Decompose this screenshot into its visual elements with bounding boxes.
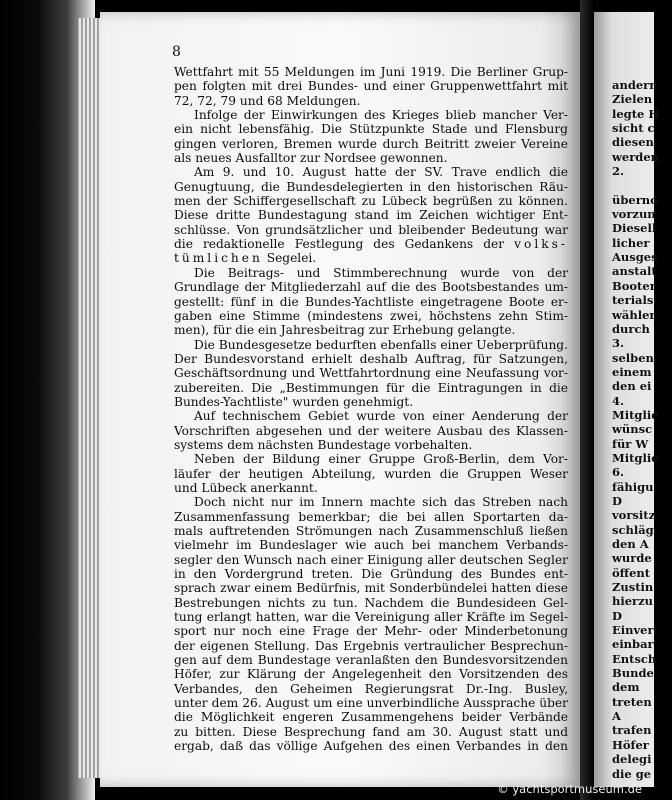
- text-line: Am 9. und 10. August hatte der SV. Trave endlich die: [194, 165, 568, 180]
- next-page-line: vorzun: [612, 207, 656, 222]
- text-line: als neues Ausfalltor zur Nordsee gewonnen.: [174, 151, 448, 166]
- next-page-line: Mitglie: [612, 407, 659, 422]
- text-line: Doch nicht nur im Innern machte sich das Streben nach: [194, 495, 568, 510]
- next-page-line: anstalt: [612, 264, 657, 279]
- text-line: pen folgten mit drei Bundes- und einer Gruppenwettfahrt mit: [174, 79, 568, 94]
- text-line: Neben der Bildung einer Gruppe Groß-Berlin, dem Vor-: [194, 452, 568, 467]
- next-page-line: sicht c: [612, 121, 655, 136]
- book-gutter: [580, 0, 594, 800]
- text-line: mals auftretenden Strömungen nach Zusammenschluß ließen: [174, 524, 568, 538]
- next-page-line: schläg: [612, 522, 654, 537]
- next-page-line: durch: [612, 321, 650, 336]
- next-page-line: Zielen: [612, 92, 653, 107]
- next-page-line: Zustin: [612, 580, 654, 595]
- next-page-line: Booter: [612, 278, 656, 293]
- text-line: unter dem 26. August um eine unverbindliche Aussprache über: [174, 696, 568, 711]
- text-line: men), für die ein Jahresbeitrag zur Erhebung gelangte.: [174, 323, 516, 338]
- next-page-line: dem: [612, 680, 640, 695]
- text-line: Diese dritte Bundestagung stand im Zeichen wichtiger Ent-: [174, 208, 568, 223]
- next-page-line: werden: [612, 149, 659, 164]
- text-line: in den Vordergrund treten. Die Gründung des Bundes ent-: [174, 567, 568, 582]
- next-page-line: wünsc: [612, 422, 653, 437]
- next-page-line: delegi: [612, 752, 652, 767]
- text-line: Die Beitrags- und Stimmberechnung wurde von der: [194, 265, 568, 280]
- text-line: läufer der heutigen Abteilung, wurden die Gruppen Weser: [174, 466, 568, 481]
- text-line: sprach zwar einem Bedürfnis, mit Sonderbündelei hatten diese: [174, 581, 568, 596]
- next-page-line: die ge: [612, 766, 652, 781]
- text-line: Zusammenfassung bemerkbar; die bei allen Sportarten da-: [174, 509, 568, 524]
- page-stack-edges: [78, 18, 100, 778]
- next-page-line: legte H: [612, 106, 660, 121]
- page-body-text: [174, 65, 568, 754]
- next-page-line: den ei: [612, 379, 652, 394]
- next-page-line: einbar: [612, 637, 654, 652]
- text-line: Infolge der Einwirkungen des Krieges blieb mancher Ver-: [194, 108, 568, 123]
- text-line: Der Bundesvorstand erhielt deshalb Auftrag, für Satzungen,: [174, 351, 568, 366]
- next-page-line: A: [612, 709, 621, 724]
- next-page-line: trafen: [612, 723, 652, 738]
- text-line: ein nicht lebensfähig. Die Stützpunkte Stade und Flensburg: [174, 122, 568, 137]
- text-line: gingen verloren, Bremen wurde durch Beitritt zweier Vereine: [174, 136, 568, 151]
- next-page-line: Höfer: [612, 737, 649, 752]
- next-page-line: [612, 178, 672, 192]
- next-page-line: Einver: [612, 623, 654, 638]
- next-page-line: licher: [612, 235, 650, 250]
- text-line: zu bitten. Diese Besprechung fand am 30. August statt und: [174, 724, 568, 739]
- text-line: die redaktionelle Festlegung des Gedankens der volks-: [174, 237, 568, 252]
- next-page-line: Mitglie: [612, 450, 659, 465]
- page-number: 8: [172, 44, 181, 60]
- text-line: Bundes-Yachtliste" wurden genehmigt.: [174, 394, 414, 409]
- text-line: gaben eine Stimme (mindestens zwei, höchstens zehn Stim-: [174, 308, 568, 323]
- next-page-line: treten: [612, 694, 652, 709]
- text-line: Auf technischem Gebiet wurde von einer Aenderung der: [194, 409, 568, 424]
- text-line: schlüsse. Von grundsätzlicher und bleibender Bedeutung war: [174, 222, 568, 237]
- text-line: Die Bundesgesetze bedurften ebenfalls einer Ueberprüfung.: [194, 337, 568, 352]
- text-line: tümlichen Segelei.: [174, 251, 317, 266]
- text-line: men der Schiffergesellschaft zu Lübeck begrüßen zu können.: [174, 194, 568, 209]
- next-page-line: andern: [612, 78, 658, 92]
- text-line: Wettfahrt mit 55 Meldungen im Juni 1919. Die Berliner Grup-: [174, 65, 568, 79]
- next-page-line: diesen: [612, 135, 654, 150]
- text-line: und Lübeck anerkannt.: [174, 480, 318, 495]
- next-page-line: den A: [612, 537, 649, 551]
- text-line: Grundlage der Mitgliederzahl auf die des Bootsbestandes um-: [174, 280, 568, 295]
- next-page-line: selben: [612, 350, 654, 365]
- next-page-line: fähigu: [612, 479, 654, 494]
- next-page-line: 4.: [612, 393, 625, 408]
- text-line: Vorschriften abgesehen und der weitere Ausbau des Klassen-: [174, 423, 568, 438]
- next-page-line: öffent: [612, 565, 651, 580]
- text-line: 72, 72, 79 und 68 Meldungen.: [174, 93, 361, 108]
- next-page-line: Diesell: [612, 221, 657, 236]
- text-line: segler den Wunsch nach einer Einigung aller deutschen Segler: [174, 552, 568, 567]
- next-page-line: hierzu: [612, 594, 653, 609]
- next-page-line: terials: [612, 293, 654, 308]
- next-page-line: 3.: [612, 336, 625, 351]
- next-page-line: wurde: [612, 551, 652, 566]
- text-line: der eigenen Stellung. Das Ergebnis vertraulicher Besprechun-: [174, 638, 568, 653]
- text-line: sport nur noch eine Frage der Mehr- oder Minderbetonung: [174, 624, 568, 639]
- next-page-line: 6.: [612, 465, 625, 480]
- text-line: die Möglichkeit engeren Zusammengehens beider Verbände: [174, 710, 568, 725]
- next-page-line: D: [612, 608, 622, 623]
- text-line: Höfer, zur Klärung der Angelegenheit den Vorsitzenden des: [174, 667, 568, 682]
- next-page-line: Bunde: [612, 666, 654, 681]
- text-line: Geschäftsordnung und Wettfahrtordnung eine Neufassung vor-: [174, 366, 568, 381]
- next-page-line: wähler: [612, 307, 656, 322]
- copyright-watermark: © yachtsportmuseum.de: [497, 782, 642, 796]
- next-page-text: [612, 78, 672, 781]
- text-line: zubereiten. Die „Bestimmungen für die Eintragungen in die: [174, 380, 568, 395]
- next-page-line: 2.: [612, 164, 625, 179]
- next-page-line: Ausges: [612, 250, 658, 265]
- text-line: gen auf dem Bundestage veranlaßten den Bundesvorsitzenden: [174, 653, 568, 668]
- next-page-line: überno: [612, 192, 658, 207]
- text-line: ergab, daß das völlige Aufgehen des einen Verbandes in den: [174, 739, 568, 754]
- text-line: vielmehr im Bundeslager wie auch bei manchem Verbands-: [174, 538, 568, 553]
- next-page-line: D: [612, 493, 622, 508]
- next-page-line: Entsch: [612, 651, 657, 666]
- next-page-line: einem: [612, 364, 652, 379]
- text-line: Genugtuung, die Bundesdelegierten in den historischen Räu-: [174, 179, 568, 194]
- text-line: tung erlangt hatten, war die Vereinigung aller Kräfte im Segel-: [174, 610, 568, 625]
- text-line: systems dem nächsten Bundestage vorbehalten.: [174, 437, 473, 452]
- text-line: gestellt: fünf in die Bundes-Yachtliste eingetragene Boote er-: [174, 294, 568, 309]
- text-line: Bestrebungen nichts zu tun. Nachdem die Bundesideen Gel-: [174, 595, 568, 610]
- next-page-line: vorsitz: [612, 508, 656, 523]
- next-page-line: für W: [612, 436, 649, 451]
- text-line: Verbandes, den Geheimen Regierungsrat Dr.-Ing. Busley,: [174, 681, 568, 696]
